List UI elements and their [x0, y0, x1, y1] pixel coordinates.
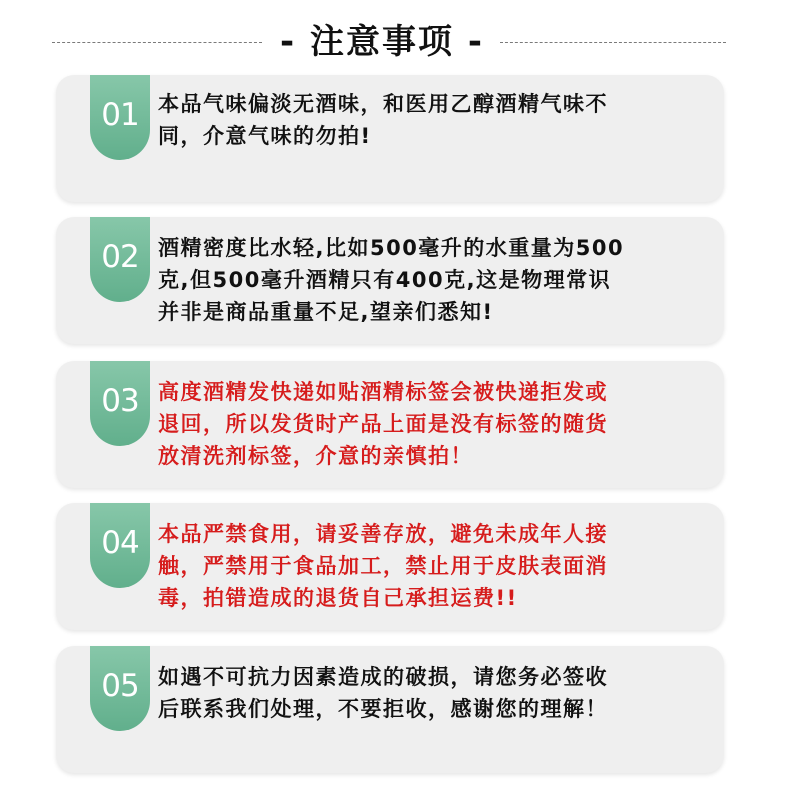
- badge-number: 03: [101, 383, 139, 419]
- badge-number: 05: [101, 668, 139, 704]
- number-badge: [90, 361, 150, 446]
- notice-card-4: [56, 503, 724, 630]
- header-dashed-line-left: [52, 42, 262, 43]
- notice-title: - 注意事项 -: [280, 22, 484, 62]
- notice-card-5: [56, 646, 724, 773]
- warning-text: 高度酒精发快递如贴酒精标签会被快递拒发或 退回，所以发货时产品上面是没有标签的随货 放清洗剂标签，介意的亲慎拍！: [158, 380, 608, 468]
- notice-text: 如遇不可抗力因素造成的破损，请您务必签收 后联系我们处理，不要拒收，感谢您的理解！: [158, 665, 608, 721]
- number-badge: [90, 503, 150, 588]
- notice-card-1: [56, 75, 724, 202]
- number-badge: [90, 646, 150, 731]
- notice-text: 酒精密度比水轻,比如500毫升的水重量为500 克,但500毫升酒精只有400克,这是物理常识 并非是商品重量不足,望亲们悉知!: [158, 236, 625, 324]
- badge-number: 01: [101, 97, 139, 133]
- notice-card-2: [56, 217, 724, 344]
- header-dashed-line-right: [500, 42, 726, 43]
- number-badge: [90, 75, 150, 160]
- notice-header: [0, 18, 800, 68]
- warning-text: 本品严禁食用，请妥善存放，避免未成年人接 触，严禁用于食品加工，禁止用于皮肤表面消 毒，拍错造成的退货自己承担运费!!: [158, 522, 608, 610]
- badge-number: 04: [101, 525, 139, 561]
- notice-text: 本品气味偏淡无酒味，和医用乙醇酒精气味不 同，介意气味的勿拍!: [158, 92, 608, 148]
- badge-number: 02: [101, 239, 139, 275]
- notice-card-3: [56, 361, 724, 488]
- number-badge: [90, 217, 150, 302]
